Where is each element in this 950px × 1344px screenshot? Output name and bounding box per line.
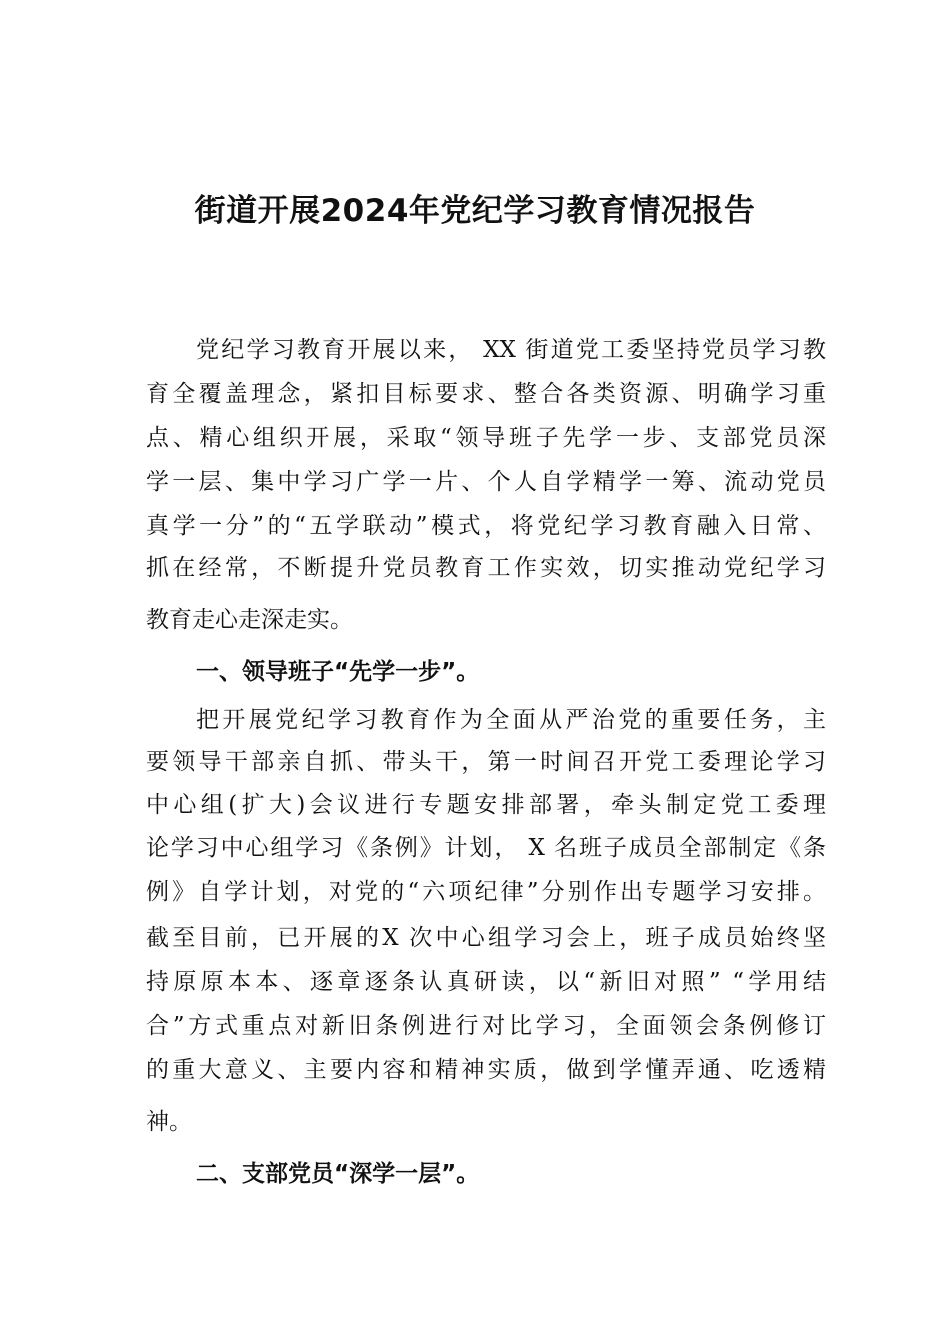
paragraph-line: 的重大意义、主要内容和精神实质，做到学懂弄通、吃透精 <box>146 1057 826 1083</box>
paragraph-line: 例》自学计划，对党的“六项纪律”分别作出专题学习安排。 <box>146 879 826 905</box>
paragraph-line: 教育走心走深走实。 <box>146 607 353 633</box>
paragraph-line: 论学习中心组学习《条例》计划， X 名班子成员全部制定《条 <box>146 835 826 861</box>
paragraph-line: 育全覆盖理念，紧扣目标要求、整合各类资源、明确学习重 <box>146 381 826 407</box>
paragraph-line: 点、精心组织开展，采取“领导班子先学一步、支部党员深 <box>146 425 826 451</box>
paragraph-line: 学一层、集中学习广学一片、个人自学精学一筹、流动党员 <box>146 469 826 495</box>
paragraph-line: 真学一分”的“五学联动”模式，将党纪学习教育融入日常、 <box>146 513 826 539</box>
paragraph-line: 截至目前，已开展的X 次中心组学习会上，班子成员始终坚 <box>146 925 826 951</box>
document-title: 街道开展2024年党纪学习教育情况报告 <box>194 193 756 229</box>
section-heading: 二、支部党员“深学一层”。 <box>196 1161 480 1187</box>
section-heading: 一、领导班子“先学一步”。 <box>196 659 480 685</box>
paragraph-line: 合”方式重点对新旧条例进行对比学习，全面领会条例修订 <box>146 1013 826 1039</box>
paragraph-line: 中心组(扩大)会议进行专题安排部署，牵头制定党工委理 <box>146 792 826 818</box>
paragraph-line: 要领导干部亲自抓、带头干，第一时间召开党工委理论学习 <box>146 749 826 775</box>
paragraph-line: 把开展党纪学习教育作为全面从严治党的重要任务，主 <box>196 707 826 733</box>
paragraph-line: 神。 <box>146 1109 192 1135</box>
paragraph-line: 持原原本本、逐章逐条认真研读，以“新旧对照” “学用结 <box>146 969 826 995</box>
paragraph-line: 抓在经常，不断提升党员教育工作实效，切实推动党纪学习 <box>146 555 826 581</box>
paragraph-line: 党纪学习教育开展以来， XX 街道党工委坚持党员学习教 <box>196 337 826 363</box>
